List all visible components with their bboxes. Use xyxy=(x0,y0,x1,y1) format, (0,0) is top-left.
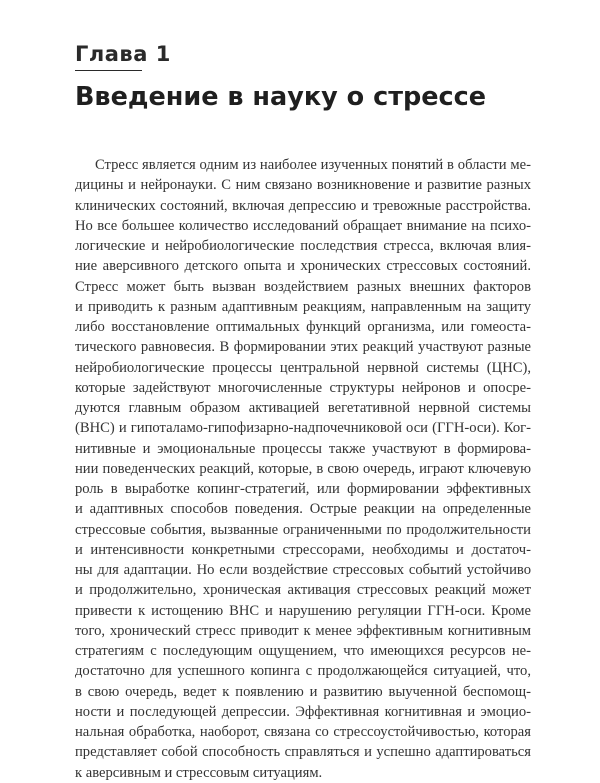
text-line: ности и последующей депрессии. Эффективная когнитивная и эмоцио- xyxy=(75,703,531,720)
text-line: Но все большее количество исследований обращает внимание на психо- xyxy=(75,217,531,234)
chapter-underline xyxy=(75,70,142,71)
text-line: представляет собой способность справляться и успешно адаптироваться xyxy=(75,744,531,761)
text-line: того, хронический стресс приводит к менее эффективным когнитивным xyxy=(75,622,531,639)
text-line: в свою очередь, ведет к появлению и развитию выученной беспомощ- xyxy=(75,683,531,700)
text-line: стратегиям с последующим ощущением, что имеющихся ресурсов не- xyxy=(75,643,531,659)
text-line: и адаптивных способов поведения. Острые реакции на определенные xyxy=(75,501,531,518)
text-line: Стресс может быть вызван воздействием разных внешних факторов xyxy=(75,278,531,295)
body-paragraph xyxy=(75,155,531,783)
text-line: нейробиологические процессы центральной нервной системы (ЦНС), xyxy=(75,359,531,376)
text-line: клинических состояний, включая депрессию и тревожные расстройства. xyxy=(75,197,531,214)
text-line: роль в выработке копинг-стратегий, или формировании эффективных xyxy=(75,481,531,497)
text-line: привести к истощению ВНС и нарушению регуляции ГГН-оси. Кроме xyxy=(75,602,531,619)
text-line: дицины и нейронауки. С ним связано возникновение и развитие разных xyxy=(75,177,531,194)
text-line: которые задействуют многочисленные структуры нейронов и опосре- xyxy=(75,379,531,396)
text-line: достаточно для успешного копинга с продолжающейся ситуацией, что, xyxy=(75,663,531,680)
text-line: стрессовые события, вызванные ограниченными по продолжительности xyxy=(75,521,531,538)
text-line: и продолжительно, хроническая активация стрессовых реакций может xyxy=(75,582,531,599)
text-line: логические и нейробиологические последствия стресса, включая влия- xyxy=(75,238,531,254)
text-line: и приводить к разным адаптивным реакциям, направленным на защиту xyxy=(75,298,531,315)
text-line: либо восстановление оптимальных функций организма, или гомеоста- xyxy=(75,319,531,335)
text-line: нитивные и эмоциональные процессы также участвуют в формирова- xyxy=(75,440,531,457)
text-line: дуются главным образом активацией вегетативной нервной системы xyxy=(75,400,531,416)
text-line: Стресс является одним из наиболее изученных понятий в области ме- xyxy=(95,157,531,173)
chapter-title: Введение в науку о стрессе xyxy=(75,82,487,112)
text-line: нии поведенческих реакций, которые, в свою очередь, играют ключевую xyxy=(75,460,531,477)
text-line: нальная обработка, наоборот, связана со стрессоустойчивостью, которая xyxy=(75,724,531,740)
chapter-label: Глава 1 xyxy=(75,42,171,66)
text-line: ны для адаптации. Но если воздействие стрессовых событий устойчиво xyxy=(75,562,531,578)
text-line: и интенсивности конкретными стрессорами, необходимы и достаточ- xyxy=(75,541,531,558)
text-line: ние аверсивного детского опыта и хронических стрессовых состояний. xyxy=(75,258,531,275)
text-line: тического равновесия. В формировании этих реакций участвуют разные xyxy=(75,339,531,356)
text-line: к аверсивным и стрессовым ситуациям. xyxy=(75,764,323,781)
text-line: (ВНС) и гипоталамо-гипофизарно-надпочечниковой оси (ГГН-оси). Ког- xyxy=(75,420,531,437)
